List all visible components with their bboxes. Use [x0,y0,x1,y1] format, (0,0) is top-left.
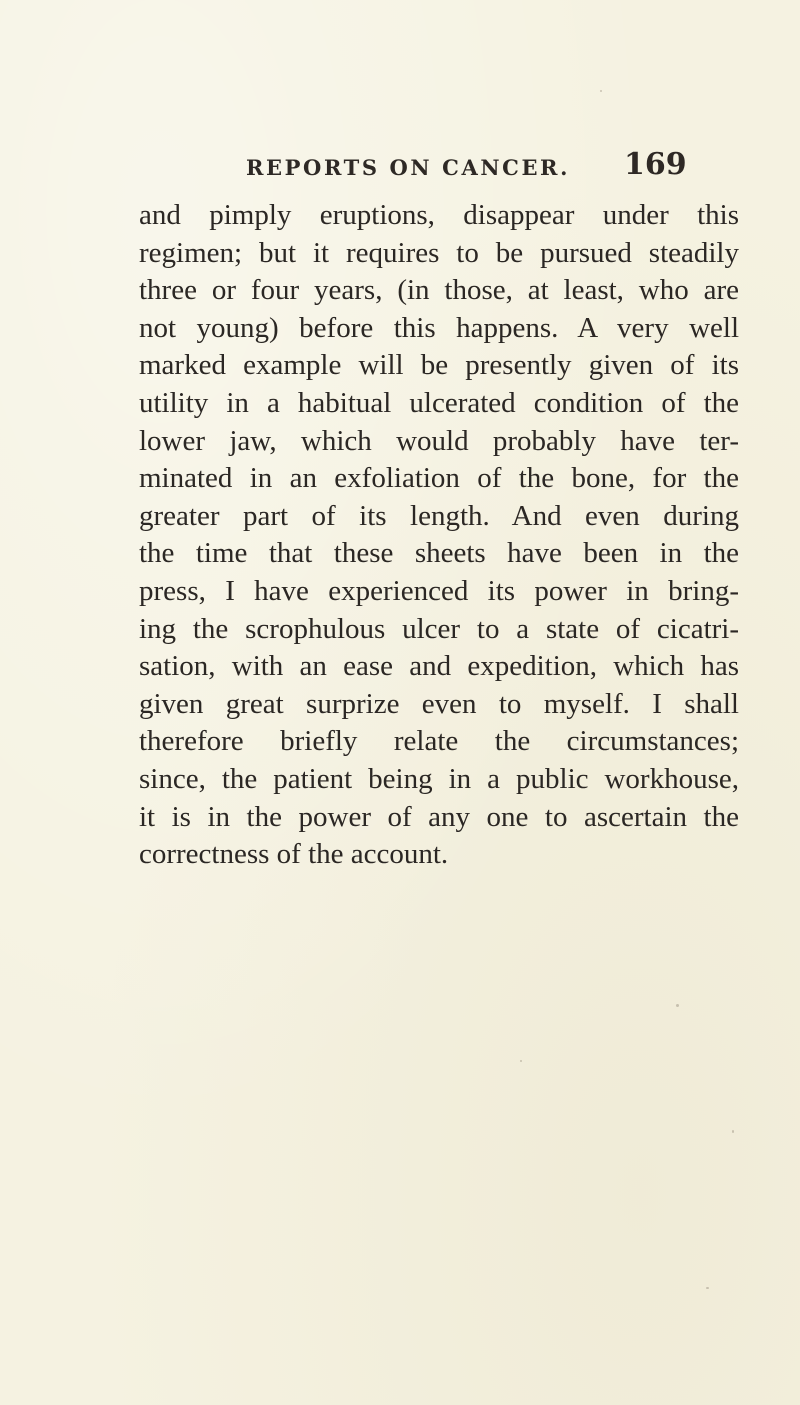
text-line: therefore briefly relate the circumstances; [139,725,739,758]
text-line: not young) before this happens. A very well [139,311,739,344]
text-line: the time that these sheets have been in the [139,537,739,570]
text-line: lower jaw, which would probably have ter- [139,424,739,457]
paper-speck [706,1287,709,1289]
running-head: REPORTS ON CANCER. [246,155,571,180]
text-line: marked example will be presently given of its [139,349,739,382]
text-line: it is in the power of any one to ascertain the [139,800,739,833]
text-line: press, I have experienced its power in bring- [139,574,739,607]
body-text [139,197,739,874]
text-line: given great surprize even to myself. I shall [139,687,739,720]
text-line: greater part of its length. And even during [139,499,739,532]
page-header [0,145,800,185]
text-line: utility in a habitual ulcerated condition of the [139,386,739,419]
text-line: regimen; but it requires to be pursued steadily [139,236,739,269]
paper-speck [676,1004,679,1007]
text-line: three or four years, (in those, at least, who are [139,274,739,307]
text-line: since, the patient being in a public workhouse, [139,762,739,795]
page-number: 169 [624,147,687,182]
text-line: minated in an exfoliation of the bone, for the [139,462,739,495]
text-line: and pimply eruptions, disappear under this [139,199,739,231]
paper-speck [600,90,602,92]
text-line-last: correctness of the account. [139,838,449,871]
paper-speck [520,1060,522,1062]
text-line: sation, with an ease and expedition, which has [139,650,739,683]
paper-speck [732,1130,734,1133]
text-line: ing the scrophulous ulcer to a state of cicatri- [139,612,739,645]
